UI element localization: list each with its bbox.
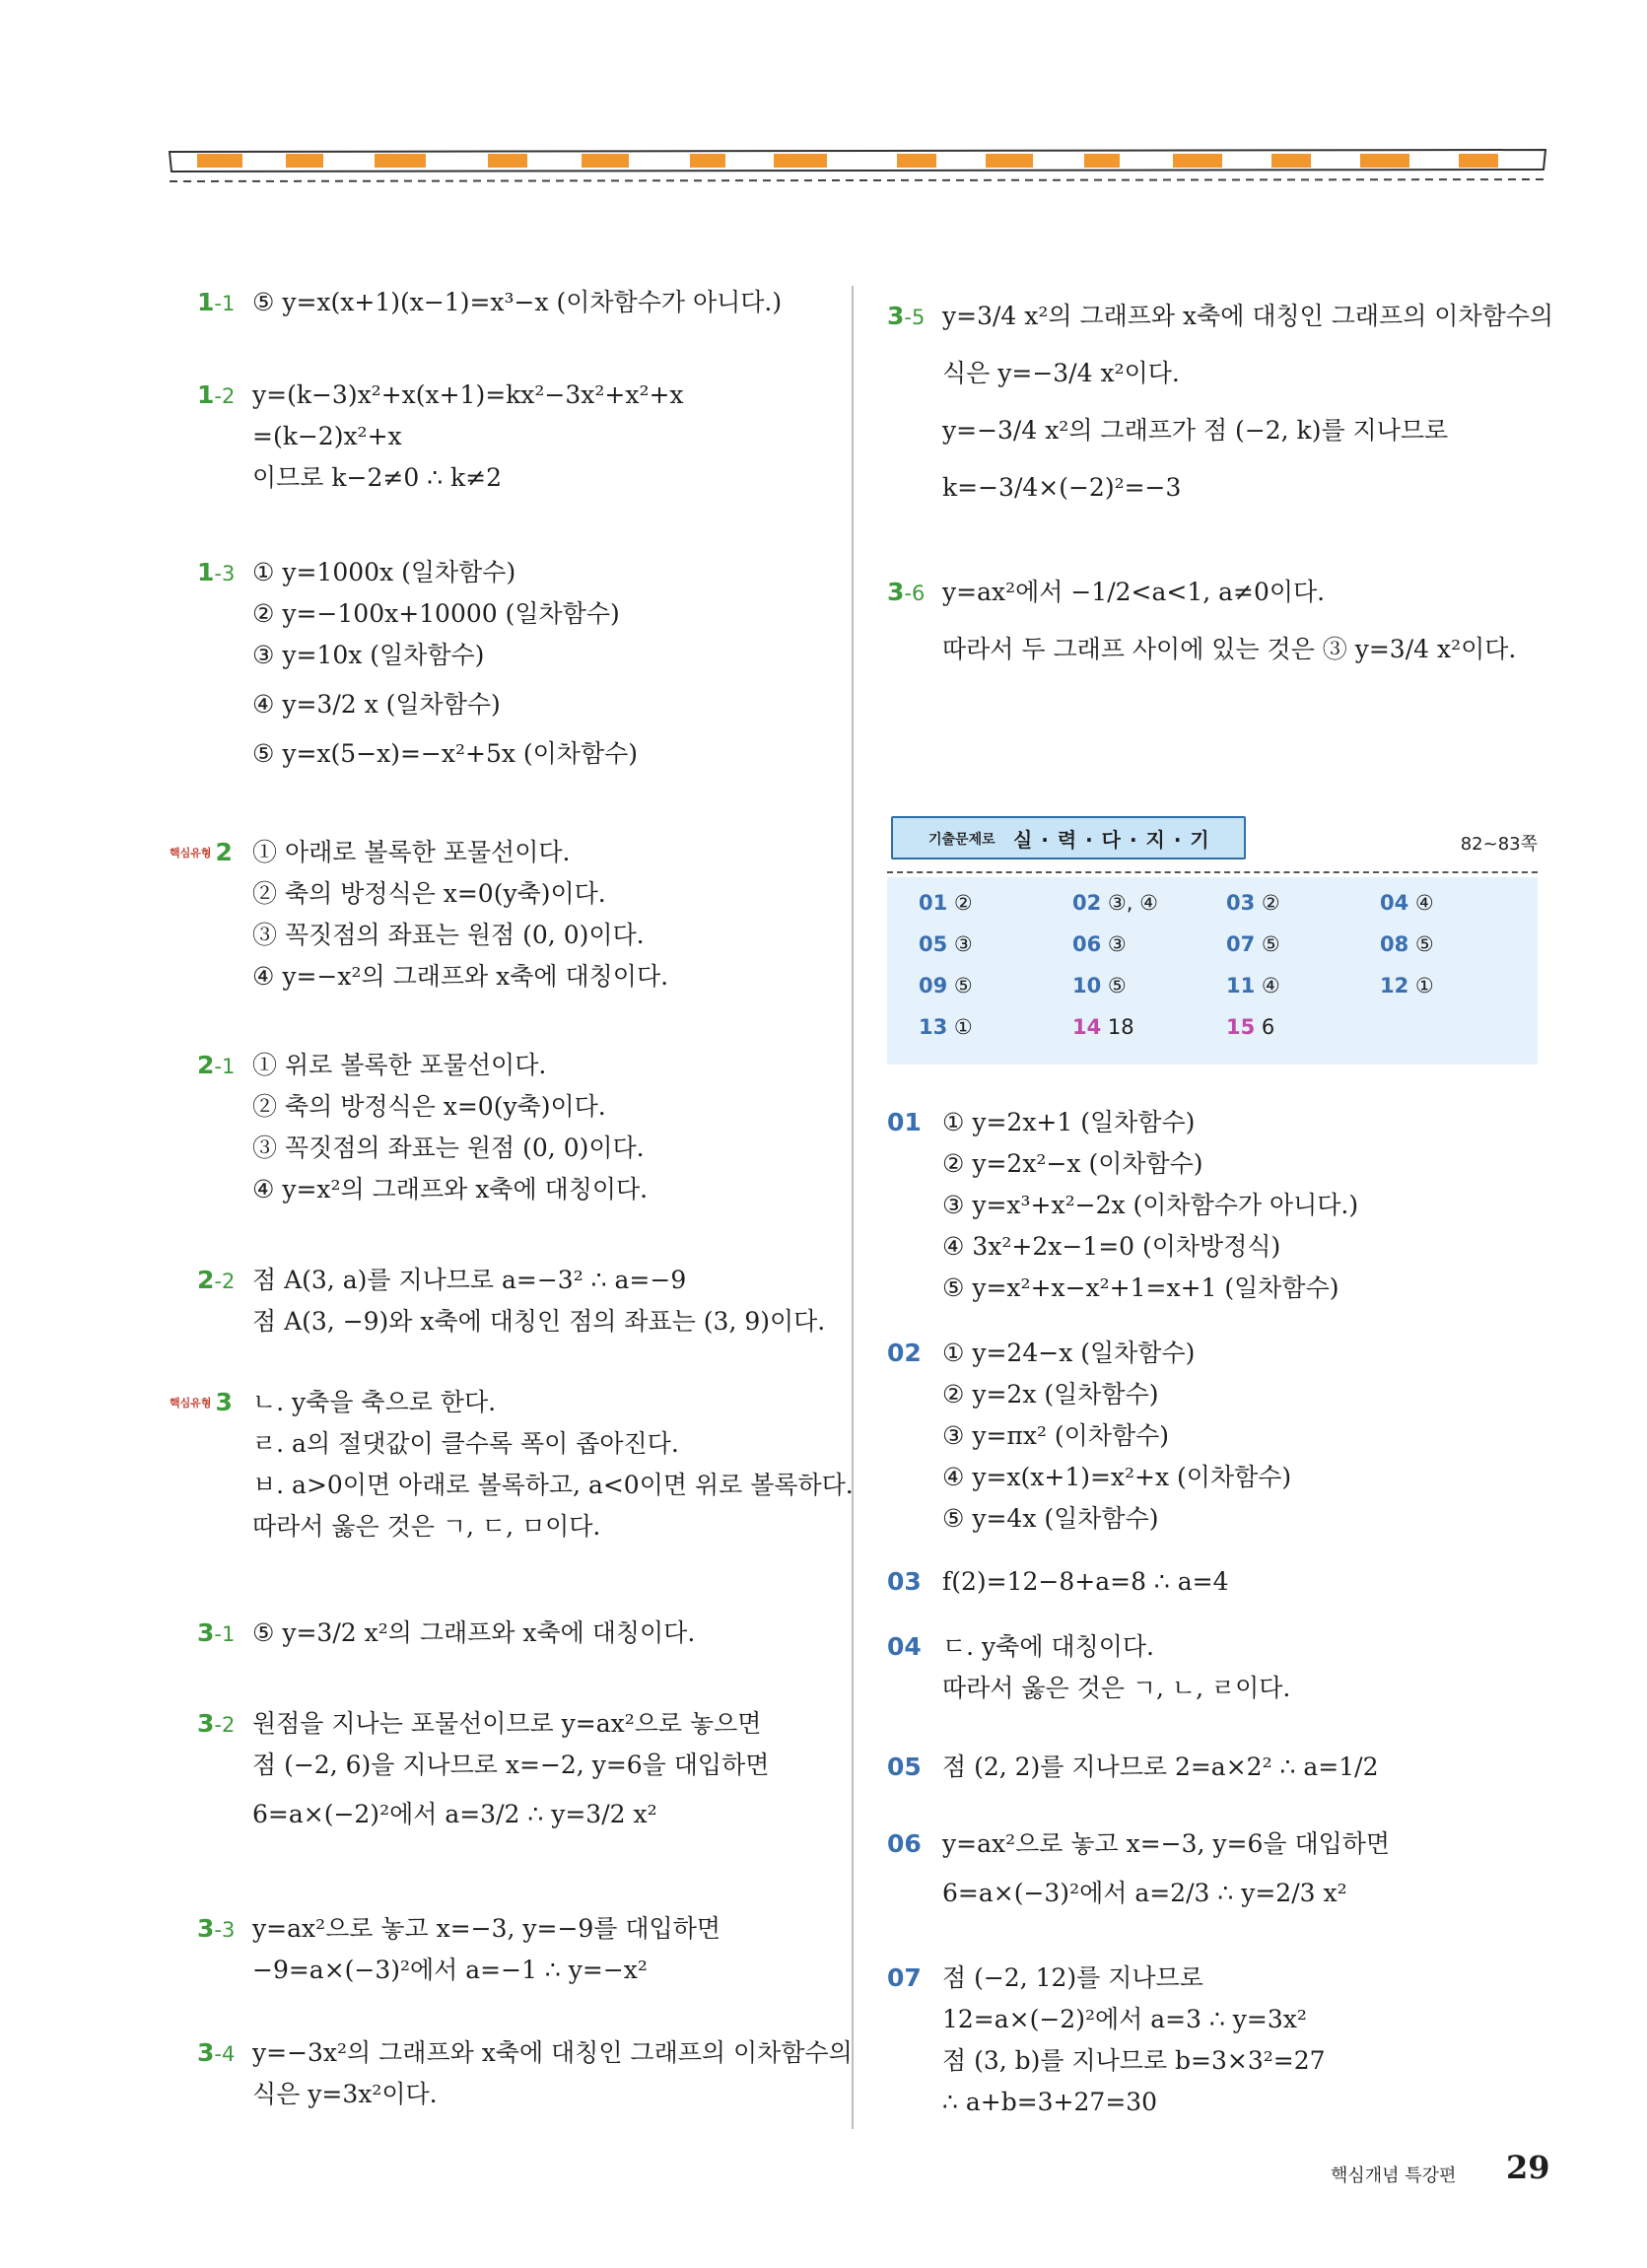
solution-text: ⑤ y=4x (일차함수) (942, 1504, 1159, 1533)
exam-answer-number: 13 (919, 1015, 948, 1039)
solution-text: 6=a×(−2)²에서 a=3/2 ∴ y=3/2 x² (252, 1800, 657, 1828)
solution-line (197, 416, 828, 457)
solution-line (197, 873, 828, 915)
problem-number-sub: -2 (214, 1713, 236, 1737)
solution-line (197, 1786, 828, 1843)
exam-answer-number: 07 (1226, 932, 1256, 956)
solution-text: ② 축의 방정식은 x=0(y축)이다. (252, 1092, 606, 1121)
solution-line (197, 915, 828, 956)
solution-line (887, 1561, 1538, 1603)
problem-number-main: 2 (215, 838, 233, 866)
solution-entry (197, 2032, 853, 2115)
solution-text: 점 A(3, a)를 지나므로 a=−3² ∴ a=−9 (252, 1266, 687, 1294)
solution-entry (197, 1605, 828, 1662)
solution-line (887, 1626, 1538, 1668)
solution-text: =(k−2)x²+x (252, 422, 402, 450)
solution-text: ① 아래로 볼록한 포물선이다. (252, 838, 571, 866)
exam-answer-number: 01 (919, 891, 948, 915)
exam-solution-entry (887, 1823, 1538, 1922)
footer-label: 핵심개념 특강편 (1331, 2165, 1457, 2186)
solution-line (197, 1703, 828, 1745)
exam-answer-number: 03 (1226, 891, 1256, 915)
solution-text: ⑤ y=x²+x−x²+1=x+1 (일차함수) (942, 1273, 1339, 1302)
problem-number-main: 2 (197, 1266, 215, 1294)
solution-text: 식은 y=3x²이다. (252, 2080, 438, 2108)
solution-entry (170, 1382, 854, 1547)
solution-line (887, 1823, 1538, 1865)
solution-text: y=ax²으로 놓고 x=−3, y=−9를 대입하면 (252, 1914, 721, 1943)
exam-answer-number: 05 (919, 932, 948, 956)
problem-number-main: 05 (887, 1753, 922, 1781)
exam-answer-value: 6 (1261, 1015, 1275, 1039)
exam-answer-item (1380, 974, 1434, 997)
solution-line (887, 1498, 1538, 1540)
problem-number-main: 02 (887, 1339, 922, 1367)
solution-line (197, 1950, 828, 1991)
problem-number (170, 1382, 233, 1424)
solution-line (197, 552, 828, 593)
solution-text: ⑤ y=x(x+1)(x−1)=x³−x (이차함수가 아니다.) (252, 288, 783, 316)
solution-line (197, 1086, 828, 1128)
exam-answer-number: 12 (1380, 974, 1409, 997)
exam-answer-item (919, 891, 973, 915)
solution-text: ④ 3x²+2x−1=0 (이차방정식) (942, 1232, 1281, 1261)
exam-title-small: 기출문제로 (928, 832, 995, 848)
problem-number (197, 1605, 235, 1663)
exam-page-range: 82~83쪽 (1460, 834, 1538, 855)
exam-answer-item (1072, 932, 1127, 956)
solution-text: ㄴ. y축을 축으로 한다. (252, 1388, 497, 1416)
exam-answer-value: ③, ④ (1107, 891, 1158, 915)
problem-number (197, 1045, 235, 1087)
core-type-tag: 핵심유형 (170, 1397, 212, 1409)
solution-text: 따라서 옳은 것은 ㄱ, ㄴ, ㄹ이다. (942, 1674, 1291, 1702)
exam-answer-number: 11 (1226, 974, 1256, 997)
exam-solution-entry (887, 1102, 1538, 1309)
solution-text: ① y=2x+1 (일차함수) (942, 1108, 1196, 1136)
solution-line (887, 2040, 1538, 2082)
exam-title-box (891, 816, 1246, 859)
problem-number-main: 07 (887, 1963, 922, 1992)
solution-text: 12=a×(−2)²에서 a=3 ∴ y=3x² (942, 2005, 1307, 2033)
solution-text: 식은 y=−3/4 x²이다. (942, 359, 1180, 387)
solution-entry (197, 1260, 828, 1342)
problem-number (197, 375, 235, 417)
solution-text: y=ax²에서 −1/2<a<1, a≠0이다. (942, 578, 1326, 606)
solution-text: ④ y=x(x+1)=x²+x (이차함수) (942, 1463, 1292, 1491)
solution-text: ① 위로 볼록한 포물선이다. (252, 1051, 547, 1079)
problem-number-main: 3 (197, 1709, 215, 1738)
exam-answer-item (1380, 891, 1434, 915)
solution-text: k=−3/4×(−2)²=−3 (942, 473, 1182, 502)
solution-text: ② y=−100x+10000 (일차함수) (252, 599, 620, 628)
solution-line (887, 1185, 1538, 1226)
exam-dashed-divider (887, 871, 1538, 875)
problem-number-main: 3 (197, 1914, 215, 1943)
solution-text: ④ y=−x²의 그래프와 x축에 대칭이다. (252, 962, 669, 991)
solution-text: 6=a×(−3)²에서 a=2/3 ∴ y=2/3 x² (942, 1879, 1347, 1907)
solution-text: y=−3x²의 그래프와 x축에 대칭인 그래프의 이차함수의 (252, 2038, 853, 2067)
exam-answer-number: 02 (1072, 891, 1102, 915)
solution-line (887, 621, 1538, 678)
problem-number (887, 1561, 922, 1603)
exam-answer-value: ③ (953, 932, 973, 956)
solution-entry (197, 552, 828, 775)
solution-text: 점 (−2, 12)를 지나므로 (942, 1963, 1203, 1992)
solution-line (197, 635, 828, 676)
solution-line (887, 564, 1538, 621)
exam-answer-value: ① (1414, 974, 1434, 997)
problem-number (887, 1333, 922, 1374)
exam-answer-number: 14 (1072, 1015, 1102, 1039)
exam-solution-entry (887, 1739, 1538, 1796)
problem-number-main: 2 (197, 1051, 215, 1079)
exam-solution-entry (887, 1561, 1538, 1603)
solution-line (887, 1415, 1538, 1457)
solution-line (887, 1999, 1538, 2040)
problem-number (887, 1823, 922, 1865)
problem-number-main: 3 (197, 1618, 215, 1647)
solution-text: ③ 꼭짓점의 좌표는 원점 (0, 0)이다. (252, 921, 645, 949)
problem-number-main: 3 (197, 2038, 215, 2067)
problem-number-sub: -5 (904, 306, 926, 329)
solution-entry (887, 564, 1538, 678)
solution-text: y=(k−3)x²+x(x+1)=kx²−3x²+x²+x (252, 380, 684, 409)
solution-line (887, 1865, 1538, 1922)
solution-line (887, 1333, 1538, 1374)
problem-number-sub: -2 (214, 1270, 236, 1293)
column-divider (852, 286, 854, 2129)
exam-solution-entry (887, 1333, 1538, 1540)
solution-entry (197, 282, 828, 323)
solution-text: −9=a×(−3)²에서 a=−1 ∴ y=−x² (252, 1956, 648, 1984)
solution-text: 따라서 옳은 것은 ㄱ, ㄷ, ㅁ이다. (252, 1512, 601, 1541)
problem-number (887, 1626, 922, 1668)
solution-text: 점 A(3, −9)와 x축에 대칭인 점의 좌표는 (3, 9)이다. (252, 1307, 826, 1336)
solution-entry (197, 375, 828, 499)
exam-answer-number: 08 (1380, 932, 1409, 956)
problem-number-sub: -3 (214, 1918, 236, 1942)
solution-text: ④ y=3/2 x (일차함수) (252, 690, 501, 719)
solution-line (887, 345, 1538, 402)
solution-line (887, 1226, 1538, 1268)
exam-title-main: 실 · 력 · 다 · 지 · 기 (1013, 828, 1210, 852)
problem-number-main: 1 (197, 558, 215, 586)
exam-answer-value: ② (953, 891, 973, 915)
problem-number-main: 3 (887, 578, 905, 606)
exam-answer-value: ⑤ (1414, 932, 1434, 956)
problem-number-main: 06 (887, 1829, 922, 1858)
problem-number (197, 282, 235, 324)
problem-number (887, 1102, 922, 1143)
exam-answer-number: 09 (919, 974, 948, 997)
exam-answer-value: ④ (1414, 891, 1434, 915)
solution-line (197, 1506, 828, 1547)
solution-line (197, 1301, 828, 1342)
solution-entry (197, 1908, 828, 1991)
solution-text: ② y=2x (일차함수) (942, 1380, 1159, 1409)
solution-line (197, 1260, 828, 1301)
exam-answer-item (1072, 1015, 1134, 1039)
solution-text: ① y=1000x (일차함수) (252, 558, 516, 586)
solution-text: f(2)=12−8+a=8 ∴ a=4 (942, 1567, 1229, 1596)
solution-line (170, 832, 828, 873)
solution-text: 점 (3, b)를 지나므로 b=3×3²=27 (942, 2046, 1326, 2075)
solution-text: 점 (2, 2)를 지나므로 2=a×2² ∴ a=1/2 (942, 1753, 1379, 1781)
solution-text: 원점을 지나는 포물선이므로 y=ax²으로 놓으면 (252, 1709, 762, 1738)
solution-line (197, 593, 828, 635)
solution-line (197, 1605, 828, 1662)
problem-number-main: 04 (887, 1632, 922, 1661)
solution-line (197, 1908, 828, 1950)
solution-text: ㄷ. y축에 대칭이다. (942, 1632, 1154, 1661)
solution-line (887, 1143, 1538, 1185)
problem-number-sub: -6 (904, 582, 926, 605)
solution-entry (170, 832, 828, 997)
solution-text: y=3/4 x²의 그래프와 x축에 대칭인 그래프의 이차함수의 (942, 302, 1554, 330)
exam-answer-item (1380, 932, 1434, 956)
problem-number (887, 288, 925, 346)
problem-number-sub: -1 (214, 292, 236, 315)
problem-number-sub: -1 (214, 1055, 236, 1078)
problem-number (887, 1958, 922, 1999)
exam-answer-item (919, 932, 973, 956)
problem-number (197, 552, 235, 594)
problem-number-main: 3 (887, 302, 905, 330)
problem-number (197, 1908, 235, 1951)
problem-number-main: 01 (887, 1108, 922, 1136)
solution-line (197, 1465, 854, 1506)
solution-text: ① y=24−x (일차함수) (942, 1339, 1196, 1367)
exam-answer-item (1226, 1015, 1274, 1039)
solution-line (197, 733, 828, 775)
solution-line (197, 457, 828, 499)
exam-answer-value: ④ (1261, 974, 1280, 997)
exam-answer-value: ⑤ (953, 974, 973, 997)
exam-answer-item (919, 974, 973, 997)
solution-line (197, 1045, 828, 1086)
solution-line (197, 375, 828, 416)
solution-line (887, 1958, 1538, 1999)
solution-line (197, 1423, 828, 1465)
problem-number-sub: -4 (214, 2042, 236, 2066)
exam-answer-item (1072, 974, 1127, 997)
exam-answer-grid (887, 877, 1538, 1065)
solution-text: ③ y=πx² (이차함수) (942, 1421, 1170, 1450)
exam-solution-entry (887, 1626, 1538, 1709)
exam-answer-value: ① (953, 1015, 973, 1039)
exam-answer-value: ② (1261, 891, 1280, 915)
solution-line (197, 956, 828, 997)
problem-number (887, 564, 925, 622)
solution-text: ③ 꼭짓점의 좌표는 원점 (0, 0)이다. (252, 1134, 645, 1162)
exam-answer-item (1226, 891, 1280, 915)
problem-number (197, 2032, 235, 2075)
problem-number-main: 1 (197, 288, 215, 316)
solution-text: ② y=2x²−x (이차함수) (942, 1149, 1203, 1178)
solution-text: y=−3/4 x²의 그래프가 점 (−2, k)를 지나므로 (942, 416, 1449, 445)
solution-text: ㅂ. a>0이면 아래로 볼록하고, a<0이면 위로 볼록하다. (252, 1471, 854, 1499)
exam-answer-number: 06 (1072, 932, 1102, 956)
solution-line (887, 1374, 1538, 1415)
solution-line (887, 2082, 1538, 2123)
solution-line (197, 1745, 828, 1786)
problem-number (170, 832, 233, 874)
solution-text: ④ y=x²의 그래프와 x축에 대칭이다. (252, 1175, 649, 1203)
solution-text: 점 (−2, 6)을 지나므로 x=−2, y=6을 대입하면 (252, 1751, 770, 1779)
solution-entry (887, 288, 1554, 516)
solution-text: 따라서 두 그래프 사이에 있는 것은 ③ y=3/4 x²이다. (942, 635, 1517, 663)
problem-number-main: 1 (197, 380, 215, 409)
solution-line (197, 676, 828, 733)
problem-number (197, 1260, 235, 1302)
solution-line (887, 1668, 1538, 1709)
solution-line (197, 1169, 828, 1210)
solution-line (887, 459, 1538, 516)
solution-line (197, 2074, 828, 2115)
exam-answer-number: 04 (1380, 891, 1409, 915)
solution-line (170, 1382, 828, 1423)
page-number: 29 (1506, 2149, 1550, 2186)
solution-text: y=ax²으로 놓고 x=−3, y=6을 대입하면 (942, 1829, 1391, 1858)
problem-number-main: 3 (215, 1388, 233, 1416)
exam-answer-item (1226, 932, 1280, 956)
solution-line (197, 282, 828, 323)
solution-text: ⑤ y=x(5−x)=−x²+5x (이차함수) (252, 739, 639, 768)
solution-text: 이므로 k−2≠0 ∴ k≠2 (252, 463, 503, 492)
solution-line (887, 1739, 1538, 1796)
problem-number (887, 1739, 922, 1796)
solution-line (197, 2032, 853, 2074)
exam-solution-entry (887, 1958, 1538, 2123)
solution-line (887, 1102, 1538, 1143)
solution-text: ∴ a+b=3+27=30 (942, 2088, 1158, 2116)
solution-line (887, 1457, 1538, 1498)
exam-answer-number: 15 (1226, 1015, 1256, 1039)
solution-line (887, 402, 1538, 459)
solution-text: ③ y=10x (일차함수) (252, 641, 485, 669)
exam-answer-value: ③ (1107, 932, 1127, 956)
header-decoration (168, 144, 1547, 185)
solution-text: ㄹ. a의 절댓값이 클수록 폭이 좁아진다. (252, 1429, 679, 1458)
solution-line (887, 288, 1554, 345)
problem-number-sub: -3 (214, 562, 236, 585)
problem-number-main: 03 (887, 1567, 922, 1596)
exam-answer-item (1226, 974, 1280, 997)
solution-text: ③ y=x³+x²−2x (이차함수가 아니다.) (942, 1191, 1359, 1219)
problem-number (197, 1703, 235, 1746)
solution-text: ② 축의 방정식은 x=0(y축)이다. (252, 879, 606, 908)
solution-text: ⑤ y=3/2 x²의 그래프와 x축에 대칭이다. (252, 1618, 696, 1647)
problem-number-sub: -2 (214, 384, 236, 408)
problem-number-sub: -1 (214, 1622, 236, 1646)
exam-answer-value: 18 (1107, 1015, 1134, 1039)
core-type-tag: 핵심유형 (170, 847, 212, 859)
exam-answer-item (1072, 891, 1158, 915)
exam-answer-value: ⑤ (1107, 974, 1127, 997)
exam-answer-value: ⑤ (1261, 932, 1280, 956)
exam-answer-item (919, 1015, 973, 1039)
exam-answer-number: 10 (1072, 974, 1102, 997)
solution-line (197, 1128, 828, 1169)
solution-entry (197, 1045, 828, 1210)
exam-answer-box (887, 816, 1538, 1068)
solution-line (887, 1268, 1538, 1309)
solution-entry (197, 1703, 828, 1843)
